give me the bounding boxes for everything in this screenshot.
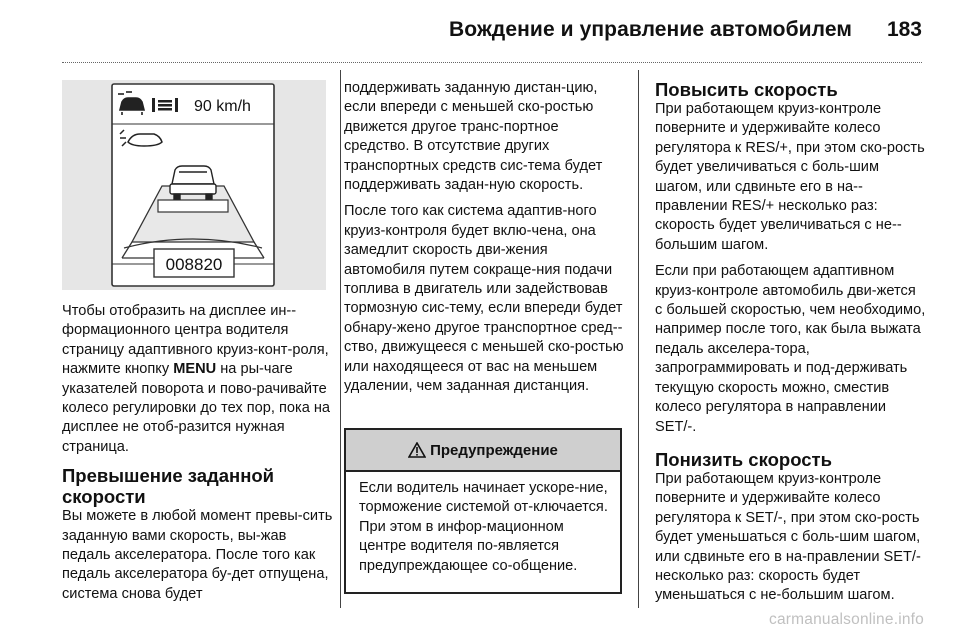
driver-info-display-illustration: [62, 80, 326, 290]
acc-braking-paragraph: После того как система адаптив-ного круиз-контроля будет вклю-чена, она замедлит скорость дви-жения автомобиля путем сокраще-ния подачи топлива в двигатель или задействовав тормозную сис-тему, если впереди будет обнару-жено другое транспортное сред-ство, движущееся с меньшей ско-ростью или находящееся от вас на меньшем удалении, чем заданная дистанция.: [344, 203, 624, 395]
watermark: carmanualsonline.info: [769, 611, 924, 628]
section-heading-exceed-speed: Превышение заданной скорости: [62, 465, 275, 508]
page-number: 183: [886, 18, 922, 41]
odometer-readout: 008820: [165, 255, 223, 274]
section-heading-decrease-speed: Понизить скорость: [655, 448, 832, 470]
warning-triangle-icon: [408, 442, 426, 458]
set-speed-readout: 90 km/h: [194, 98, 251, 115]
warning-title: Предупреждение: [430, 441, 558, 459]
warning-box: [344, 428, 622, 594]
distance-paragraph: поддерживать заданную дистан-цию, если впереди с меньшей ско-ростью движется другое транс-портное средство. В отсутствие других транспортных средств сис-тема будет поддерживать задан-ную скорость.: [344, 80, 603, 194]
column-1: [62, 302, 334, 611]
car-ahead-graphic: [170, 166, 216, 199]
column-2: [344, 79, 626, 404]
warning-text: Если водитель начинает ускоре-ние, торможение системой от-ключается. При этом в инфор-мационном центре водителя по-является предупреждающее со-общение.: [359, 480, 608, 574]
exceed-speed-paragraph: Вы можете в любой момент превы-сить заданную вами скорость, вы-жав педаль акселератора. После того как педаль акселератора бу-дет отпущена, система снова будет: [62, 508, 333, 602]
column-3: [655, 79, 927, 613]
set-current-speed-paragraph: Если при работающем адаптивном круиз-контроле автомобиль дви-жется с большей скоростью, чем необходимо, например после того, как была выжата педаль акселера-тора, запрограммировать и под-держивать текущую скорость можно, сместив колесо регулятора в направлении SET/-.: [655, 263, 926, 435]
column-divider-left: [340, 70, 341, 608]
section-heading-increase-speed: Повысить скорость: [655, 79, 838, 100]
menu-instruction-paragraph: Чтобы отобразить на дисплее ин-формационного центра водителя страницу адаптивного круиз-конт-роля, нажмите кнопку MENU на ры-чаге указателей поворота и пово-рачивайте колесо регулировки до тех пор, пока на дисплее не отоб-разится нужная страница.: [62, 303, 331, 455]
increase-speed-paragraph: При работающем круиз-контроле поверните и удерживайте колесо регулятора к RES/+, при этом ско-рость будет увеличиваться с боль-шим шагом, или сдвиньте его в на-правлении RES/+ несколько раз: скорость будет увеличиваться с не-большим шагом.: [655, 101, 925, 253]
page-header: [0, 0, 960, 60]
page-title: Вождение и управление автомобилем: [449, 18, 852, 41]
header-divider: [62, 62, 922, 63]
decrease-speed-paragraph: При работающем круиз-контроле поверните и удерживайте колесо регулятора к SET/-, при этом ско-рость будет уменьшаться с боль-шим шагом, или сдвиньте его в на-правлении SET/- несколько раз: скорость будет уменьшаться с не-большим шагом.: [655, 470, 921, 604]
warning-header: [346, 430, 620, 472]
menu-button-label: MENU: [173, 361, 217, 378]
column-divider-right: [638, 70, 639, 608]
display-drawing: [62, 80, 326, 290]
